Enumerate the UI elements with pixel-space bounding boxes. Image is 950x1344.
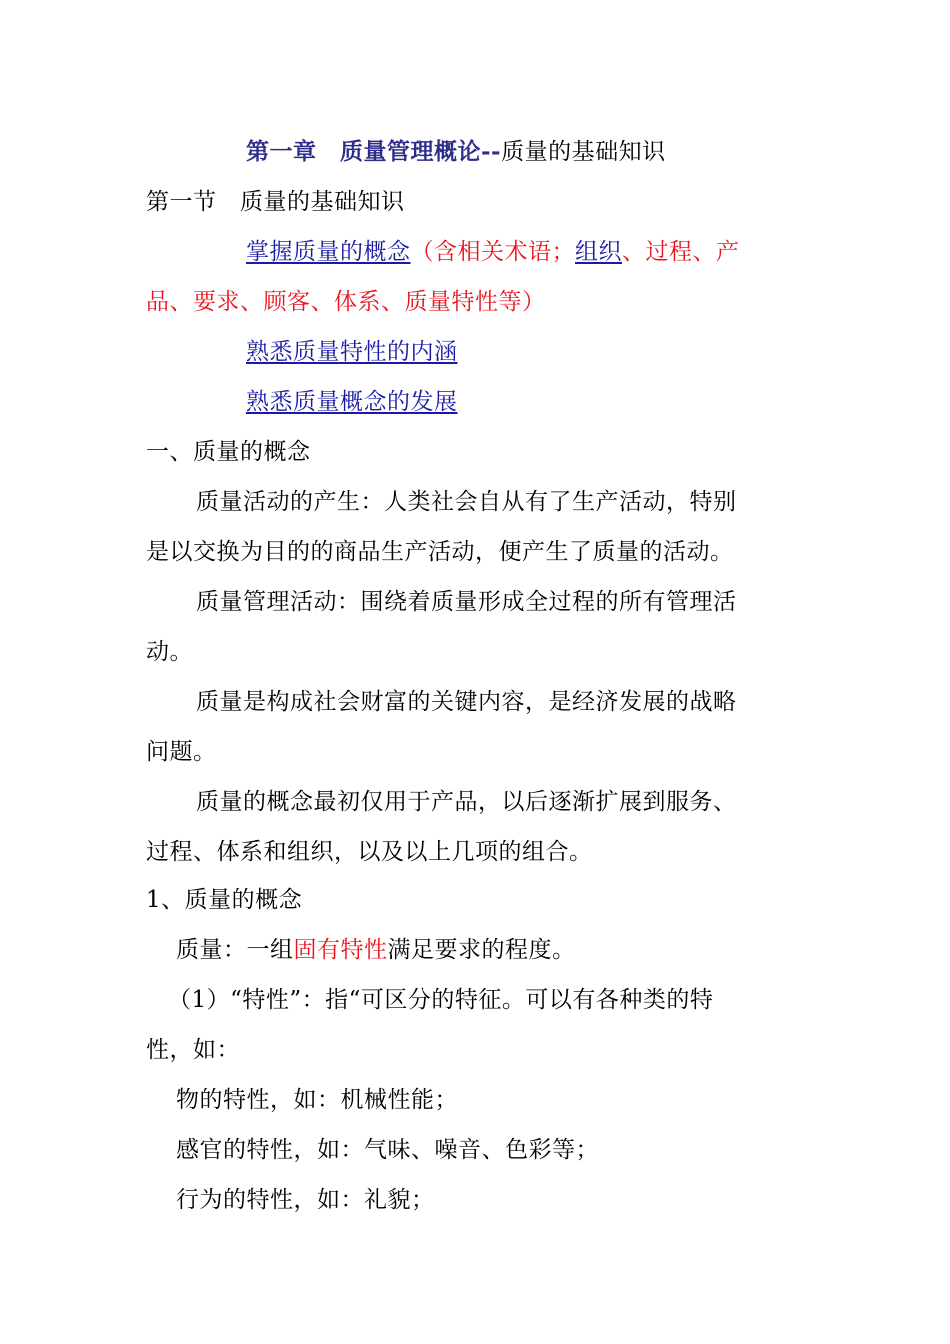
heading-1-quality-concept: 1、质量的概念 bbox=[146, 887, 303, 913]
section-heading: 第一节 质量的基础知识 bbox=[146, 189, 405, 215]
objective-3 bbox=[246, 387, 458, 417]
quality-definition bbox=[176, 935, 576, 965]
heading-quality-concept: 一、质量的概念 bbox=[146, 439, 311, 465]
chapter-title-rest: 质量的基础知识 bbox=[501, 139, 666, 165]
example-behavioral: 行为的特性，如：礼貌； bbox=[176, 1187, 435, 1213]
chapter-title bbox=[246, 137, 666, 167]
paragraph-1-line-2: 是以交换为目的的商品生产活动，便产生了质量的活动。 bbox=[146, 539, 734, 565]
objective-2 bbox=[246, 337, 458, 367]
objective-link-quality-concept[interactable]: 掌握质量的概念 bbox=[246, 239, 411, 265]
objective-1-line-1 bbox=[246, 237, 740, 267]
definition-suffix: 满足要求的程度。 bbox=[387, 937, 576, 963]
paragraph-4-line-2: 过程、体系和组织，以及以上几项的组合。 bbox=[146, 839, 593, 865]
chapter-title-bold: 第一章 质量管理概论-- bbox=[246, 138, 502, 165]
objective-1-line-2: 品、要求、顾客、体系、质量特性等） bbox=[146, 289, 546, 315]
paragraph-2-line-1: 质量管理活动：围绕着质量形成全过程的所有管理活 bbox=[196, 589, 737, 615]
example-physical: 物的特性，如：机械性能； bbox=[176, 1087, 458, 1113]
example-sensory: 感官的特性，如：气味、噪音、色彩等； bbox=[176, 1137, 599, 1163]
definition-highlight: 固有特性 bbox=[293, 937, 388, 963]
paragraph-3-line-2: 问题。 bbox=[146, 739, 217, 765]
objective-link-development[interactable]: 熟悉质量概念的发展 bbox=[246, 389, 458, 415]
paragraph-1-line-1: 质量活动的产生：人类社会自从有了生产活动，特别 bbox=[196, 489, 737, 515]
item-1-line-1: （1）“特性”：指“可区分的特征。可以有各种类的特 bbox=[168, 987, 714, 1013]
paragraph-3-line-1: 质量是构成社会财富的关键内容，是经济发展的战略 bbox=[196, 689, 737, 715]
item-1-line-2: 性，如： bbox=[146, 1037, 240, 1063]
objective-1-note-cont: 、过程、产 bbox=[622, 239, 740, 265]
definition-prefix: 质量：一组 bbox=[176, 937, 294, 963]
objective-link-characteristics[interactable]: 熟悉质量特性的内涵 bbox=[246, 339, 458, 365]
paragraph-4-line-1: 质量的概念最初仅用于产品，以后逐渐扩展到服务、 bbox=[196, 789, 737, 815]
objective-link-organization[interactable]: 组织 bbox=[575, 239, 622, 265]
objective-1-note: （含相关术语； bbox=[410, 239, 575, 265]
paragraph-2-line-2: 动。 bbox=[146, 639, 193, 665]
